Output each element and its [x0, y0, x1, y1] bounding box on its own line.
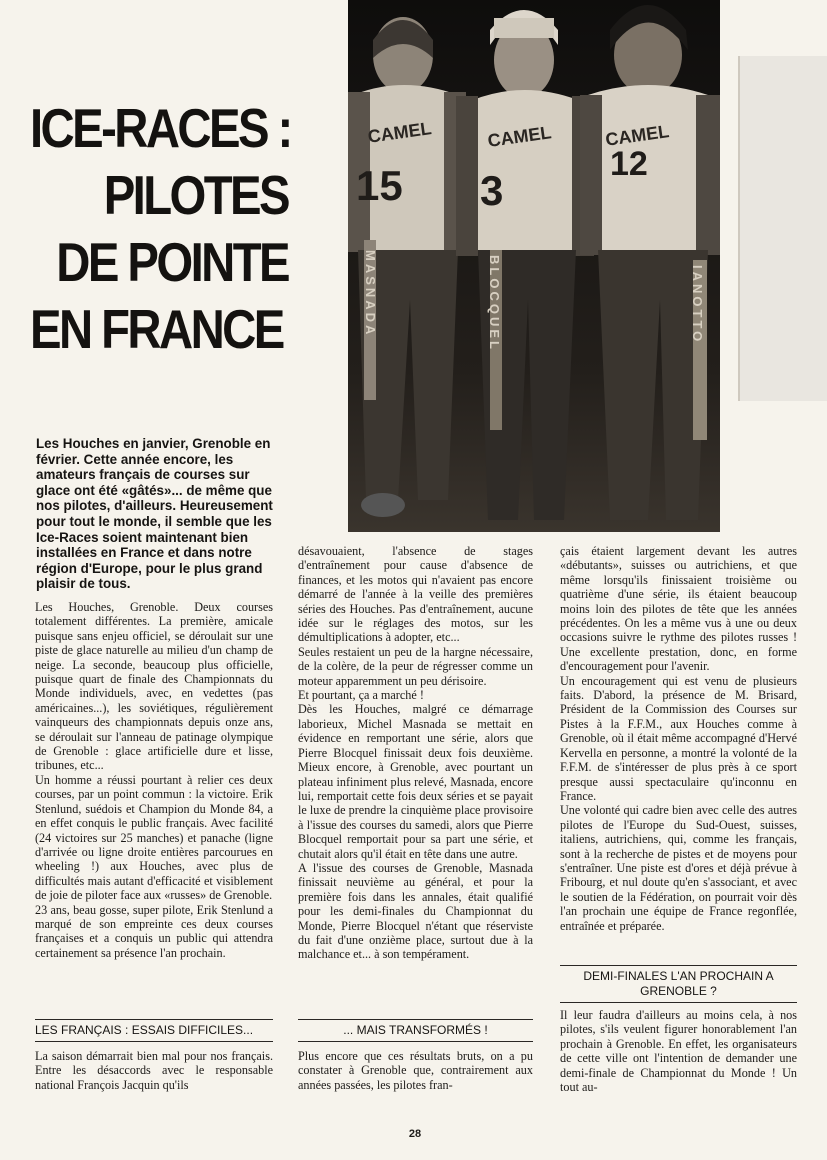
bib-number-3: 12	[610, 145, 648, 183]
paragraph: Une volonté qui cadre bien avec celle des autres pilotes de l'Europe du Sud-Ouest, suisses, italiens, autrichiens, qui, comme les français, sont à la recherche de pistes et de moyens pour s'entraîner. Une piste est d'ores et déjà prévue à Fribourg, et nul doute qu'en s'associant, et avec le soutien de la Fédération, on pourrait voir dès l'an prochain une équipe de France regonflée, entraînée et préparée.	[560, 803, 797, 933]
paragraph: A l'issue des courses de Grenoble, Masnada finissait neuvième au général, et pour la première fois dans les annales, était qualifié pour les demi-finales du Championnat du Monde, Pierre Blocquel n'étant que réserviste du fait d'une onzième place, surtout due à la malchance et... à son tempérament.	[298, 860, 533, 962]
bib-number-1: 15	[356, 162, 403, 209]
paragraph: 23 ans, beau gosse, super pilote, Erik Stenlund a marqué de son empreinte ces deux courses françaises et a conquis un public qui attendra certainement sa présence l'an prochain.	[35, 902, 273, 960]
column-3-continued	[560, 1008, 797, 1094]
pants-name-1: MASNADA	[363, 250, 378, 338]
paragraph: Un homme a réussi pourtant à relier ces deux courses, par un point commun : la victoire. Erik Stenlund, suédois et Champion du Monde 84, a en effet conquis le public français. Avec facilité (24 victoires sur 25 manches) et panache (ligne d'arrivée ou ligne droite entières parcourues en wheeling !) aux Houches, avec plus de difficultés mais autant d'efficacité et visiblement de joie de piloter face aux «russes» de Grenoble.	[35, 772, 273, 903]
column-1	[35, 600, 273, 960]
paragraph: çais étaient largement devant les autres «débutants», suisses ou autrichiens, et que même lorsqu'ils finissaient troisième ou quatrième d'une série, ils étaient beaucoup moins loin des pilotes de tête que les années précédentes. On les a même vus à une ou deux occasions suivre le rythme des pilotes russes ! Une excellente prestation, donc, en forme d'encouragement pour l'avenir.	[560, 544, 797, 674]
riders-illustration	[348, 0, 720, 532]
subheading-3: DEMI-FINALES L'AN PROCHAIN A GRENOBLE ?	[560, 965, 797, 1003]
riders-photo	[348, 0, 720, 532]
headline-line-1: ICE-RACES :	[30, 97, 291, 159]
page-number: 28	[408, 1128, 422, 1140]
column-2-continued	[298, 1049, 533, 1092]
intro-paragraph: Les Houches en janvier, Grenoble en février. Cette année encore, les amateurs français de courses sur glace ont été «gâtés»... de même que nos pilotes, d'ailleurs. Heureusement pour tout le monde, il semble que les Ice-Races soient maintenant bien installées en France et dans notre région d'Europe, pour le plus grand plaisir de tous.	[36, 436, 273, 592]
jersey-sponsor-3: CAMEL	[604, 121, 671, 150]
paragraph: Et pourtant, ça a marché !	[298, 688, 424, 703]
subheading-2: ... MAIS TRANSFORMÉS !	[298, 1019, 533, 1042]
pants-name-3: IANOTTO	[690, 265, 705, 345]
column-2	[298, 544, 533, 962]
photo-edge-strip	[738, 56, 827, 401]
jersey-sponsor-1: CAMEL	[366, 118, 433, 147]
paragraph: Les Houches, Grenoble. Deux courses totalement différentes. La première, amicale puisque sans enjeu officiel, se déroulait sur une piste de glace naturelle au milieu d'un champ de neige. La seconde, beaucoup plus officielle, puisque quart de finale des Championnats du Monde individuels, avec, en vedettes (pas américaines...), les soviétiques, régulièrement vainqueurs des championnats depuis onze ans, se déroulait sur l'anneau de patinage olympique de Grenoble : glace artificielle dure et lisse, tribunes, etc...	[35, 600, 273, 773]
jersey-sponsor-2: CAMEL	[486, 122, 553, 151]
headline-line-2: PILOTES	[103, 164, 288, 226]
column-1-continued	[35, 1049, 273, 1092]
paragraph: Il leur faudra d'ailleurs au moins cela, à nos pilotes, s'ils veulent figurer honorablement l'an prochain à Grenoble. En effet, les organisateurs de cette ville ont l'intention de demander une demi-finale de Championnat du Monde ! Un tout au-	[560, 1008, 797, 1095]
subheading-1: LES FRANÇAIS : ESSAIS DIFFICILES...	[35, 1019, 273, 1042]
headline	[30, 95, 291, 363]
paragraph: Seules restaient un peu de la hargne nécessaire, de la colère, de la peur de régresser comme un moteur apparemment un peu dérisoire.	[298, 644, 533, 688]
bib-number-2: 3	[480, 167, 504, 214]
pants-name-2: BLOCQUEL	[487, 255, 502, 352]
paragraph: Un encouragement qui est venu de plusieurs faits. D'abord, la présence de M. Brisard, Président de la Commission des Courses sur Pistes à la F.F.M., aux Houches comme à Grenoble, où il était même accompagné d'Hervé Kervella en personne, a montré la volonté de la F.F.M. de s'intéresser de plus près à ce sport presque aussi spectaculaire qu'inconnu en France.	[560, 673, 797, 803]
paragraph: Plus encore que ces résultats bruts, on a pu constater à Grenoble que, contrairement aux années passées, les pilotes fran-	[298, 1049, 533, 1092]
paragraph: désavouaient, l'absence de stages d'entraînement pour cause d'absence de finances, et les motos qui n'avaient pas encore démarré de l'année à la veille des premières séries des Houches. Pas d'entraînement, aucune idée sur le réglages des motos, sur les démultiplications à adopter, etc...	[298, 544, 533, 645]
paragraph: Dès les Houches, malgré ce démarrage laborieux, Michel Masnada se mettait en évidence en remportant une série, alors que Pierre Blocquel finissait deux fois deuxième. Mieux encore, à Grenoble, avec pourtant un plateau infiniment plus relevé, Masnada, encore lui, remportait cette fois deux séries et se payait le luxe de prendre la cinquième place provisoire à l'issue des courses du samedi, alors que Pierre Blocquel remportait pour sa part une série, et chutait alors qu'il était en tête dans une autre.	[298, 702, 533, 861]
column-3	[560, 544, 797, 933]
headline-line-4: EN FRANCE	[30, 298, 283, 360]
paragraph: La saison démarrait bien mal pour nos français. Entre les désaccords avec le responsable national François Jacquin qu'ils	[35, 1049, 273, 1092]
headline-line-3: DE POINTE	[56, 231, 288, 293]
